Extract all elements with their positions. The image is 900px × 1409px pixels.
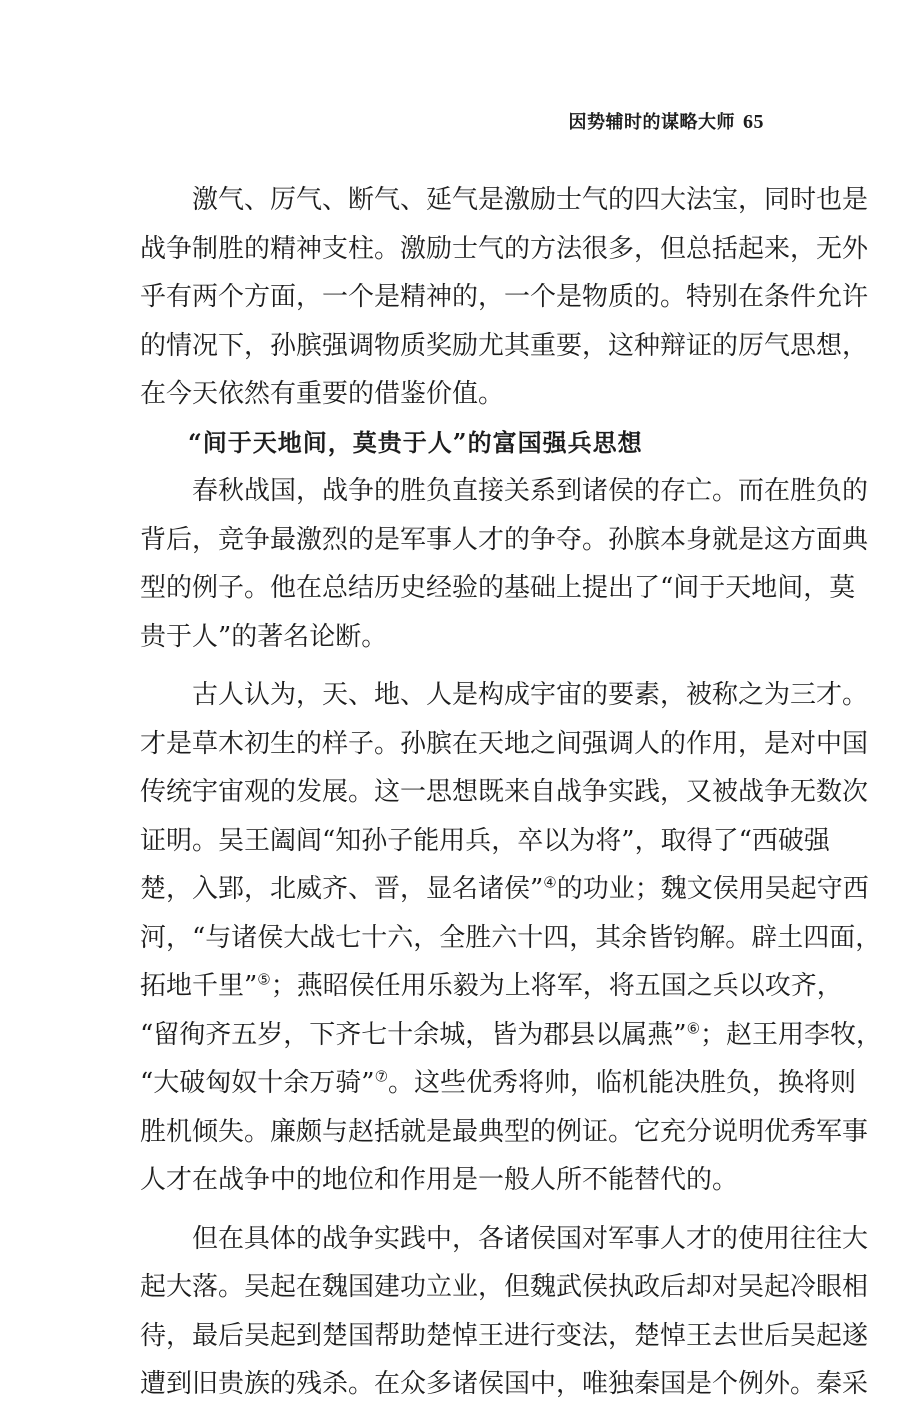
text-line: 才是草木初生的样子。孙膑在天地之间强调人的作用，是对中国 <box>140 728 869 759</box>
paragraph-2 <box>140 467 869 661</box>
text-line: 在今天依然有重要的借鉴价值。 <box>140 379 505 409</box>
line-segment: 的功业；魏文侯用吴起守西 <box>556 874 869 904</box>
text-line: 激气、厉气、断气、延气是激励士气的四大法宝，同时也是 <box>192 185 869 215</box>
footnote-marker: ⑥ <box>686 1018 701 1037</box>
text-line <box>140 1011 883 1060</box>
text-line: 背后，竞争最激烈的是军事人才的争夺。孙膑本身就是这方面典 <box>140 524 869 555</box>
text-line: 人才在战争中的地位和作用是一般人所不能替代的。 <box>140 1165 739 1195</box>
running-header <box>569 108 765 134</box>
text-line: 起大落。吴起在魏国建功立业，但魏武侯执政后却对吴起冷眼相 <box>140 1272 869 1302</box>
text-line: 待，最后吴起到楚国帮助楚悼王进行变法，楚悼王去世后吴起遂 <box>140 1320 869 1351</box>
text-line: 胜机倾失。廉颇与赵括就是最典型的例证。它充分说明优秀军事 <box>140 1116 869 1147</box>
line-segment: ；燕昭侯任用乐毅为上将军，将五国之兵以攻齐， <box>270 971 843 1001</box>
line-segment: “大破匈奴十余万骑” <box>140 1068 375 1098</box>
line-segment: “留徇齐五岁，下齐七十余城，皆为郡县以属燕” <box>140 1019 687 1050</box>
text-line: 战争制胜的精神支柱。激励士气的方法很多，但总括起来，无外 <box>140 233 869 264</box>
paragraph-spacer <box>140 661 780 671</box>
text-line: 证明。吴王阖闾“知孙子能用兵，卒以为将”，取得了“西破强 <box>140 825 830 856</box>
text-line: 春秋战国，战争的胜负直接关系到诸侯的存亡。而在胜负的 <box>192 476 869 506</box>
paragraph-3 <box>140 671 883 1205</box>
text-line: 但在具体的战争实践中，各诸侯国对军事人才的使用往往大 <box>192 1223 869 1254</box>
header-title: 因势辅时的谋略大师 <box>568 112 735 133</box>
paragraph-4 <box>140 1215 869 1409</box>
text-line: 贵于人”的著名论断。 <box>140 621 388 652</box>
paragraph-1 <box>140 176 869 419</box>
text-line <box>140 865 869 914</box>
section-heading: “间于天地间，莫贵于人”的富国强兵思想 <box>188 427 643 457</box>
page-body <box>140 176 883 1409</box>
text-line <box>140 1059 857 1108</box>
text-line: 河，“与诸侯大战七十六，全胜六十四，其余皆钧解。辟土四面， <box>140 922 882 953</box>
line-segment: ；赵王用李牧， <box>700 1019 883 1050</box>
text-line: 遭到旧贵族的残杀。在众多诸侯国中，唯独秦国是个例外。秦采 <box>140 1369 869 1399</box>
footnote-marker: ⑤ <box>257 970 271 989</box>
footnote-marker: ④ <box>543 873 557 892</box>
text-line: 的情况下，孙膑强调物质奖励尤其重要，这种辩证的厉气思想， <box>140 330 869 361</box>
text-line <box>140 962 843 1011</box>
paragraph-spacer <box>140 1205 780 1215</box>
text-line: 传统宇宙观的发展。这一思想既来自战争实践，又被战争无数次 <box>140 777 869 807</box>
page-number: 65 <box>743 111 764 133</box>
footnote-marker: ⑦ <box>374 1067 389 1086</box>
text-line: 古人认为，天、地、人是构成宇宙的要素，被称之为三才。 <box>192 680 869 710</box>
text-line: 乎有两个方面，一个是精神的，一个是物质的。特别在条件允许 <box>140 282 869 312</box>
text-line: 型的例子。他在总结历史经验的基础上提出了“间于天地间，莫 <box>140 573 856 603</box>
line-segment: 拓地千里” <box>140 971 258 1001</box>
line-segment: 。这些优秀将帅，临机能决胜负，换将则 <box>388 1068 857 1098</box>
line-segment: 楚，入郢，北威齐、晋，显名诸侯” <box>140 874 544 904</box>
